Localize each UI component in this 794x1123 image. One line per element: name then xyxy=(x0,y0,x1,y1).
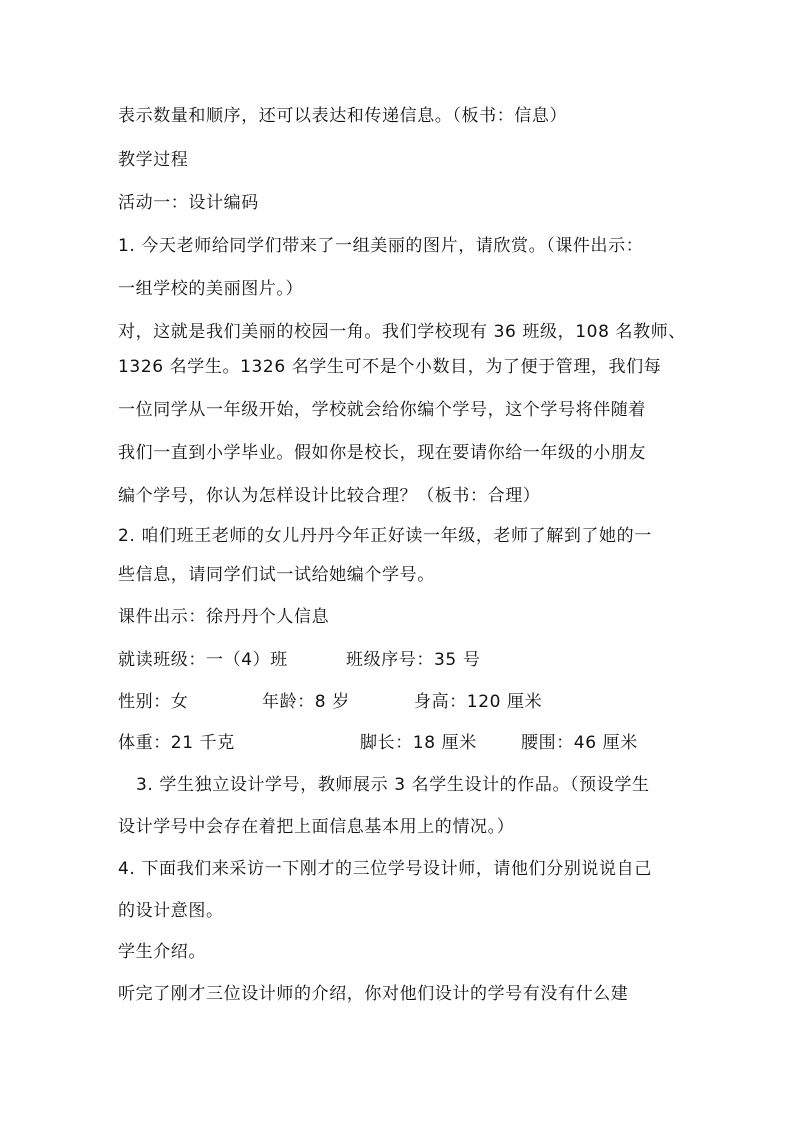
info-class: 就读班级：一（4）班 xyxy=(118,650,288,670)
paragraph-line: 表示数量和顺序，还可以表达和传递信息。（板书：信息） xyxy=(118,106,568,126)
info-waist: 腰围：46 厘米 xyxy=(521,733,638,753)
paragraph-line: 听完了刚才三位设计师的介绍，你对他们设计的学号有没有什么建 xyxy=(118,984,629,1004)
paragraph-line: 1326 名学生。1326 名学生可不是个小数目，为了便于管理，我们每 xyxy=(118,357,662,377)
paragraph-line: 编个学号，你认为怎样设计比较合理？（板书：合理） xyxy=(118,486,541,506)
paragraph-line: 3. 学生独立设计学号，教师展示 3 名学生设计的作品。（预设学生 xyxy=(136,775,650,795)
paragraph-line: 1. 今天老师给同学们带来了一组美丽的图片，请欣赏。（课件出示： xyxy=(118,236,644,256)
paragraph-line: 一组学校的美丽图片。） xyxy=(118,279,304,299)
info-weight: 体重：21 千克 xyxy=(118,733,235,753)
paragraph-line: 2. 咱们班王老师的女儿丹丹今年正好读一年级，老师了解到了她的一 xyxy=(118,526,652,546)
info-age: 年龄：8 岁 xyxy=(262,692,350,712)
paragraph-line: 课件出示：徐丹丹个人信息 xyxy=(118,607,330,627)
paragraph-line: 一位同学从一年级开始，学校就会给你编个学号，这个学号将伴随着 xyxy=(118,400,646,420)
info-row-gender xyxy=(118,690,678,714)
info-gender: 性别：女 xyxy=(118,692,189,712)
activity-heading: 活动一：设计编码 xyxy=(118,193,259,213)
info-row-class xyxy=(118,648,678,672)
paragraph-line: 4. 下面我们来采访一下刚才的三位学号设计师，请他们分别说说自己 xyxy=(118,859,652,879)
info-height: 身高：120 厘米 xyxy=(414,692,543,712)
paragraph-line: 些信息，请同学们试一试给她编个学号。 xyxy=(118,565,435,585)
info-foot-length: 脚长：18 厘米 xyxy=(360,733,477,753)
paragraph-line: 对，这就是我们美丽的校园一角。我们学校现有 36 班级，108 名教师、 xyxy=(118,322,686,342)
info-seat-number: 班级序号：35 号 xyxy=(346,650,481,670)
info-row-weight xyxy=(118,731,678,755)
paragraph-line: 学生介绍。 xyxy=(118,942,206,962)
paragraph-line: 我们一直到小学毕业。假如你是校长，现在要请你给一年级的小朋友 xyxy=(118,443,646,463)
paragraph-line: 设计学号中会存在着把上面信息基本用上的情况。） xyxy=(118,817,515,837)
paragraph-line: 的设计意图。 xyxy=(118,901,224,921)
section-heading: 教学过程 xyxy=(118,150,189,170)
